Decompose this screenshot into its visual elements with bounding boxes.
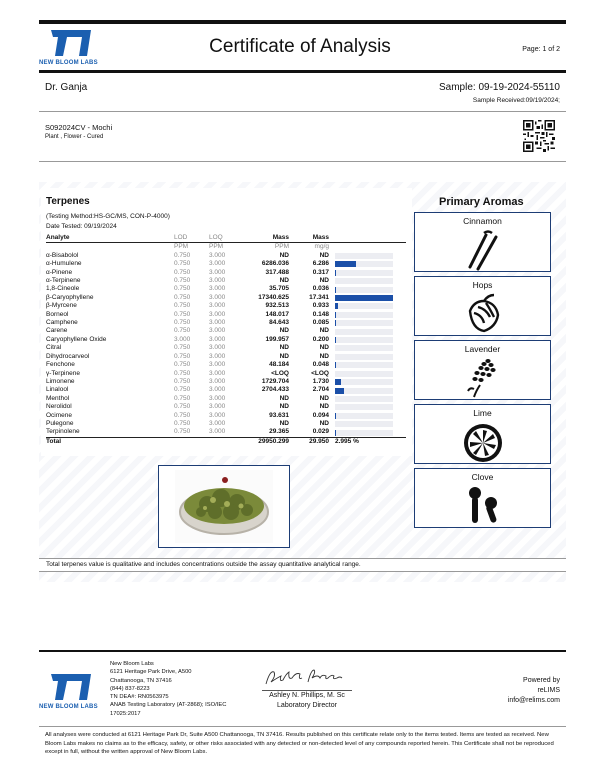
mass-mg-value: 0.148 (312, 310, 329, 318)
concentration-bar (335, 278, 393, 284)
lod-value: 0.750 (174, 394, 191, 402)
lab-info-line: ANAB Testing Laboratory (AT-2868); ISO/IEC (110, 702, 227, 709)
table-row (46, 327, 406, 335)
loq-value: 3.000 (209, 394, 226, 402)
mass-mg-value: ND (319, 251, 329, 259)
loq-value: 3.000 (209, 411, 226, 419)
lod-value: 0.750 (174, 251, 191, 259)
analyte-name: Borneol (46, 310, 69, 318)
table-row (46, 302, 406, 310)
loq-value: 3.000 (209, 327, 226, 335)
lod-value: 0.750 (174, 344, 191, 352)
lod-value: 0.750 (174, 285, 191, 293)
concentration-bar (335, 337, 393, 343)
signer-name: Ashley N. Phillips, M. Sc (269, 692, 345, 699)
concentration-bar (335, 362, 393, 368)
table-row (46, 319, 406, 327)
mass-mg-value: ND (319, 403, 329, 411)
aroma-label: Lavender (464, 344, 501, 354)
loq-value: 3.000 (209, 285, 226, 293)
mass-ppm-value: ND (279, 344, 289, 352)
footer-logo-text: NEW BLOOM LABS (39, 704, 98, 710)
loq-value: 3.000 (209, 260, 226, 268)
lod-value: 0.750 (174, 293, 191, 301)
aroma-card-cinnamon (414, 212, 551, 272)
primary-aromas-heading: Primary Aromas (439, 196, 524, 208)
new-bloom-labs-logo-icon (45, 28, 95, 58)
concentration-bar-fill (335, 362, 336, 368)
column-header: Mass (289, 234, 329, 243)
mass-mg-value: ND (319, 327, 329, 335)
qr-code-icon (523, 120, 555, 152)
analyte-name: Fenchone (46, 361, 75, 369)
concentration-bar (335, 312, 393, 318)
mass-ppm-value: 48.184 (269, 361, 289, 369)
mass-ppm-value: ND (279, 277, 289, 285)
concentration-bar (335, 354, 393, 360)
powered-by-email[interactable]: info@relims.com (507, 697, 560, 704)
mass-ppm-value: 1729.704 (261, 377, 289, 385)
mass-mg-value: 0.317 (312, 268, 329, 276)
mass-ppm-value: ND (279, 403, 289, 411)
mass-ppm-value: 317.488 (265, 268, 289, 276)
terpenes-heading: Terpenes (46, 196, 90, 207)
aroma-label: Hops (472, 280, 493, 290)
table-row (46, 412, 406, 420)
loq-value: 3.000 (209, 361, 226, 369)
loq-value: 3.000 (209, 386, 226, 394)
concentration-bar (335, 320, 393, 326)
page-number: Page: 1 of 2 (522, 46, 560, 53)
mass-ppm-value: 93.631 (269, 411, 289, 419)
aroma-label: Lime (473, 408, 492, 418)
analyte-name: Menthol (46, 394, 70, 402)
concentration-bar (335, 345, 393, 351)
concentration-bar-fill (335, 295, 393, 301)
concentration-bar-fill (335, 303, 338, 309)
unit-label: mg/g (314, 243, 329, 251)
concentration-bar-fill (335, 388, 344, 394)
sample-photo-frame (158, 465, 290, 548)
total-label: Total (46, 437, 174, 446)
clove-icon (460, 483, 506, 527)
concentration-bar (335, 371, 393, 377)
product-type: Plant , Flower - Cured (45, 134, 104, 140)
lod-value: 0.750 (174, 411, 191, 419)
concentration-bar-fill (335, 413, 336, 419)
loq-value: 3.000 (209, 344, 226, 352)
loq-value: 3.000 (209, 251, 226, 259)
concentration-bar-fill (335, 261, 356, 267)
total-row (46, 437, 406, 446)
mass-ppm-value: 17340.625 (258, 293, 289, 301)
mass-ppm-value: ND (279, 394, 289, 402)
testing-method: (Testing Method:HS-GC/MS, CON-P-4000) (46, 213, 170, 220)
loq-value: 3.000 (209, 293, 226, 301)
analyte-name: Dihydrocarveol (46, 352, 90, 360)
aroma-label: Clove (471, 472, 494, 482)
analyte-name: 1,8-Cineole (46, 285, 80, 293)
lab-info-line: Chattanooga, TN 37416 (110, 677, 172, 684)
table-row (46, 353, 406, 361)
date-tested: Date Tested: 09/19/2024 (46, 223, 117, 230)
mass-ppm-value: <LOQ (271, 369, 289, 377)
table-row (46, 269, 406, 277)
table-row (46, 378, 406, 386)
concentration-bar-fill (335, 270, 336, 276)
analyte-name: α-Pinene (46, 268, 73, 276)
loq-value: 3.000 (209, 310, 226, 318)
page-title: Certificate of Analysis (209, 36, 391, 57)
loq-value: 3.000 (209, 302, 226, 310)
signature-line (262, 690, 352, 691)
loq-value: 3.000 (209, 319, 226, 327)
analyte-name: α-Bisabolol (46, 251, 79, 259)
divider (39, 726, 566, 727)
table-row (46, 277, 406, 285)
mass-ppm-value: ND (279, 352, 289, 360)
mass-ppm-value: ND (279, 419, 289, 427)
concentration-bar (335, 430, 393, 436)
lod-value: 0.750 (174, 310, 191, 318)
lod-value: 0.750 (174, 428, 191, 436)
analyte-name: Caryophyllene Oxide (46, 335, 107, 343)
concentration-bar (335, 388, 393, 394)
mass-mg-value: 0.094 (312, 411, 329, 419)
aroma-card-clove (414, 468, 551, 528)
aroma-card-lime (414, 404, 551, 464)
concentration-bar (335, 270, 393, 276)
table-row (46, 311, 406, 319)
mass-ppm-value: 932.513 (265, 302, 289, 310)
loq-value: 3.000 (209, 352, 226, 360)
sample-received: Sample Received:09/19/2024; (472, 97, 560, 104)
concentration-bar (335, 421, 393, 427)
column-header: Analyte (46, 234, 174, 243)
mass-mg-value: ND (319, 394, 329, 402)
mass-mg-value: <LOQ (311, 369, 329, 377)
mass-ppm-value: 2704.433 (261, 386, 289, 394)
mass-ppm-value: 148.017 (265, 310, 289, 318)
column-header: LOD (174, 234, 209, 243)
lod-value: 0.750 (174, 302, 191, 310)
concentration-bar-fill (335, 379, 341, 385)
table-row (46, 344, 406, 352)
unit-label: PPM (209, 243, 224, 251)
loq-value: 3.000 (209, 403, 226, 411)
analyte-name: Limonene (46, 377, 75, 385)
mass-mg-value: 1.730 (312, 377, 329, 385)
mass-ppm-value: ND (279, 327, 289, 335)
product-id: S092024CV - Mochi (45, 123, 113, 132)
aroma-label: Cinnamon (463, 216, 502, 226)
lod-value: 0.750 (174, 377, 191, 385)
table-row (46, 336, 406, 344)
analyte-name: Nerolidol (46, 403, 72, 411)
concentration-bar (335, 379, 393, 385)
analyte-name: α-Humulene (46, 260, 82, 268)
total-ppm: 29950.299 (249, 437, 289, 446)
concentration-bar-fill (335, 430, 336, 436)
powered-by (508, 676, 560, 706)
loq-value: 3.000 (209, 277, 226, 285)
lab-info-line: TN DEA#: RN0563975 (110, 694, 169, 701)
mass-ppm-value: 35.705 (269, 285, 289, 293)
aroma-card-lavender (414, 340, 551, 400)
footer-top-rule (39, 650, 566, 652)
column-header: LOQ (209, 234, 249, 243)
loq-value: 3.000 (209, 369, 226, 377)
mass-ppm-value: ND (279, 251, 289, 259)
analyte-name: Linalool (46, 386, 69, 394)
column-header: Mass (249, 234, 289, 243)
loq-value: 3.000 (209, 428, 226, 436)
mass-mg-value: 0.200 (312, 335, 329, 343)
concentration-bar (335, 261, 393, 267)
table-row (46, 395, 406, 403)
concentration-bar-fill (335, 312, 336, 318)
lod-value: 0.750 (174, 352, 191, 360)
powered-by-label: Powered by (523, 677, 560, 684)
sample-id: Sample: 09-19-2024-55110 (438, 82, 560, 93)
concentration-bar (335, 303, 393, 309)
analyte-name: α-Terpinene (46, 277, 81, 285)
mass-mg-value: 0.933 (312, 302, 329, 310)
powered-by-name: reLIMS (537, 687, 560, 694)
concentration-bar (335, 295, 393, 301)
analyte-name: Carene (46, 327, 68, 335)
analyte-name: Terpinolene (46, 428, 80, 436)
total-percent: 2.995 % (329, 437, 406, 446)
footer-logo-icon (45, 672, 95, 702)
mass-mg-value: 0.085 (312, 319, 329, 327)
mass-mg-value: 0.048 (312, 361, 329, 369)
analyte-name: Ocimene (46, 411, 73, 419)
concentration-bar (335, 396, 393, 402)
lod-value: 0.750 (174, 327, 191, 335)
terpenes-note: Total terpenes value is qualitative and includes concentrations outside the assay quantitative analytical range. (46, 561, 361, 568)
mass-mg-value: ND (319, 344, 329, 352)
loq-value: 3.000 (209, 419, 226, 427)
mass-ppm-value: 29.365 (269, 428, 289, 436)
header-top-rule (39, 20, 566, 24)
analyte-name: Camphene (46, 319, 78, 327)
lod-value: 0.750 (174, 319, 191, 327)
lab-contact-info (110, 660, 226, 718)
lod-value: 0.750 (174, 277, 191, 285)
unit-label: PPM (274, 243, 289, 251)
mass-mg-value: 0.036 (312, 285, 329, 293)
table-row (46, 260, 406, 268)
lab-info-line: 17025:2017 (110, 710, 141, 717)
analyte-name: Pulegone (46, 419, 74, 427)
signer-title: Laboratory Director (277, 702, 337, 709)
lod-value: 0.750 (174, 260, 191, 268)
table-row (46, 428, 406, 437)
total-mg: 29.950 (289, 437, 329, 446)
disclaimer: All analyses were conducted at 6121 Heritage Park Dr, Suite A500 Chattanooga, TN 37416. Results published on this certificate relate only to the items tested. Items are tested as received. New Bloom Labs makes no claims as to the efficacy, safety, or other risks associated with any detected or non-detected level of any compounds reported herein. This Certificate shall not be reproduced except in full, without the written approval of New Bloom Labs. (45, 732, 554, 755)
mass-mg-value: 6.286 (312, 260, 329, 268)
mass-mg-value: ND (319, 352, 329, 360)
lod-value: 0.750 (174, 361, 191, 369)
terpenes-table (46, 234, 406, 446)
lod-value: 0.750 (174, 268, 191, 276)
mass-mg-value: 2.704 (312, 386, 329, 394)
concentration-bar (335, 253, 393, 259)
analyte-name: β-Myrcene (46, 302, 77, 310)
lime-icon (460, 419, 506, 463)
lod-value: 0.750 (174, 369, 191, 377)
mass-mg-value: 0.029 (312, 428, 329, 436)
signature-image (262, 666, 352, 688)
client-name: Dr. Ganja (45, 82, 88, 93)
lod-value: 0.750 (174, 386, 191, 394)
analyte-name: β-Caryophyllene (46, 293, 94, 301)
lab-info-line: (844) 837-8223 (110, 685, 150, 692)
loq-value: 3.000 (209, 377, 226, 385)
mass-ppm-value: 199.957 (265, 335, 289, 343)
divider (39, 111, 566, 112)
aroma-card-hops (414, 276, 551, 336)
mass-mg-value: ND (319, 419, 329, 427)
analyte-name: γ-Terpinene (46, 369, 80, 377)
concentration-bar (335, 329, 393, 335)
concentration-bar-fill (335, 287, 336, 293)
table-row (46, 252, 406, 260)
sample-photo (159, 466, 289, 547)
table-row (46, 370, 406, 378)
mass-ppm-value: 84.643 (269, 319, 289, 327)
table-row (46, 403, 406, 411)
concentration-bar-fill (335, 320, 336, 326)
table-row (46, 285, 406, 293)
concentration-bar (335, 287, 393, 293)
header-bottom-rule (39, 70, 566, 73)
analyte-name: Citral (46, 344, 62, 352)
lab-info-line: 6121 Heritage Park Drive, A500 (110, 669, 192, 676)
table-row (46, 294, 406, 302)
divider (39, 161, 566, 162)
table-row (46, 420, 406, 428)
table-row (46, 386, 406, 394)
cinnamon-icon (460, 227, 506, 271)
mass-mg-value: 17.341 (309, 293, 329, 301)
loq-value: 3.000 (209, 268, 226, 276)
table-row (46, 361, 406, 369)
lod-value: 0.750 (174, 419, 191, 427)
lod-value: 0.750 (174, 403, 191, 411)
lod-value: 3.000 (174, 335, 191, 343)
lavender-icon (460, 355, 506, 399)
concentration-bar (335, 413, 393, 419)
header-logo-text: NEW BLOOM LABS (39, 60, 98, 66)
unit-label: PPM (174, 243, 189, 251)
lab-info-line: New Bloom Labs (110, 661, 154, 667)
loq-value: 3.000 (209, 335, 226, 343)
mass-mg-value: ND (319, 277, 329, 285)
concentration-bar-fill (335, 337, 336, 343)
mass-ppm-value: 6286.036 (261, 260, 289, 268)
concentration-bar (335, 404, 393, 410)
hops-icon (460, 291, 506, 335)
